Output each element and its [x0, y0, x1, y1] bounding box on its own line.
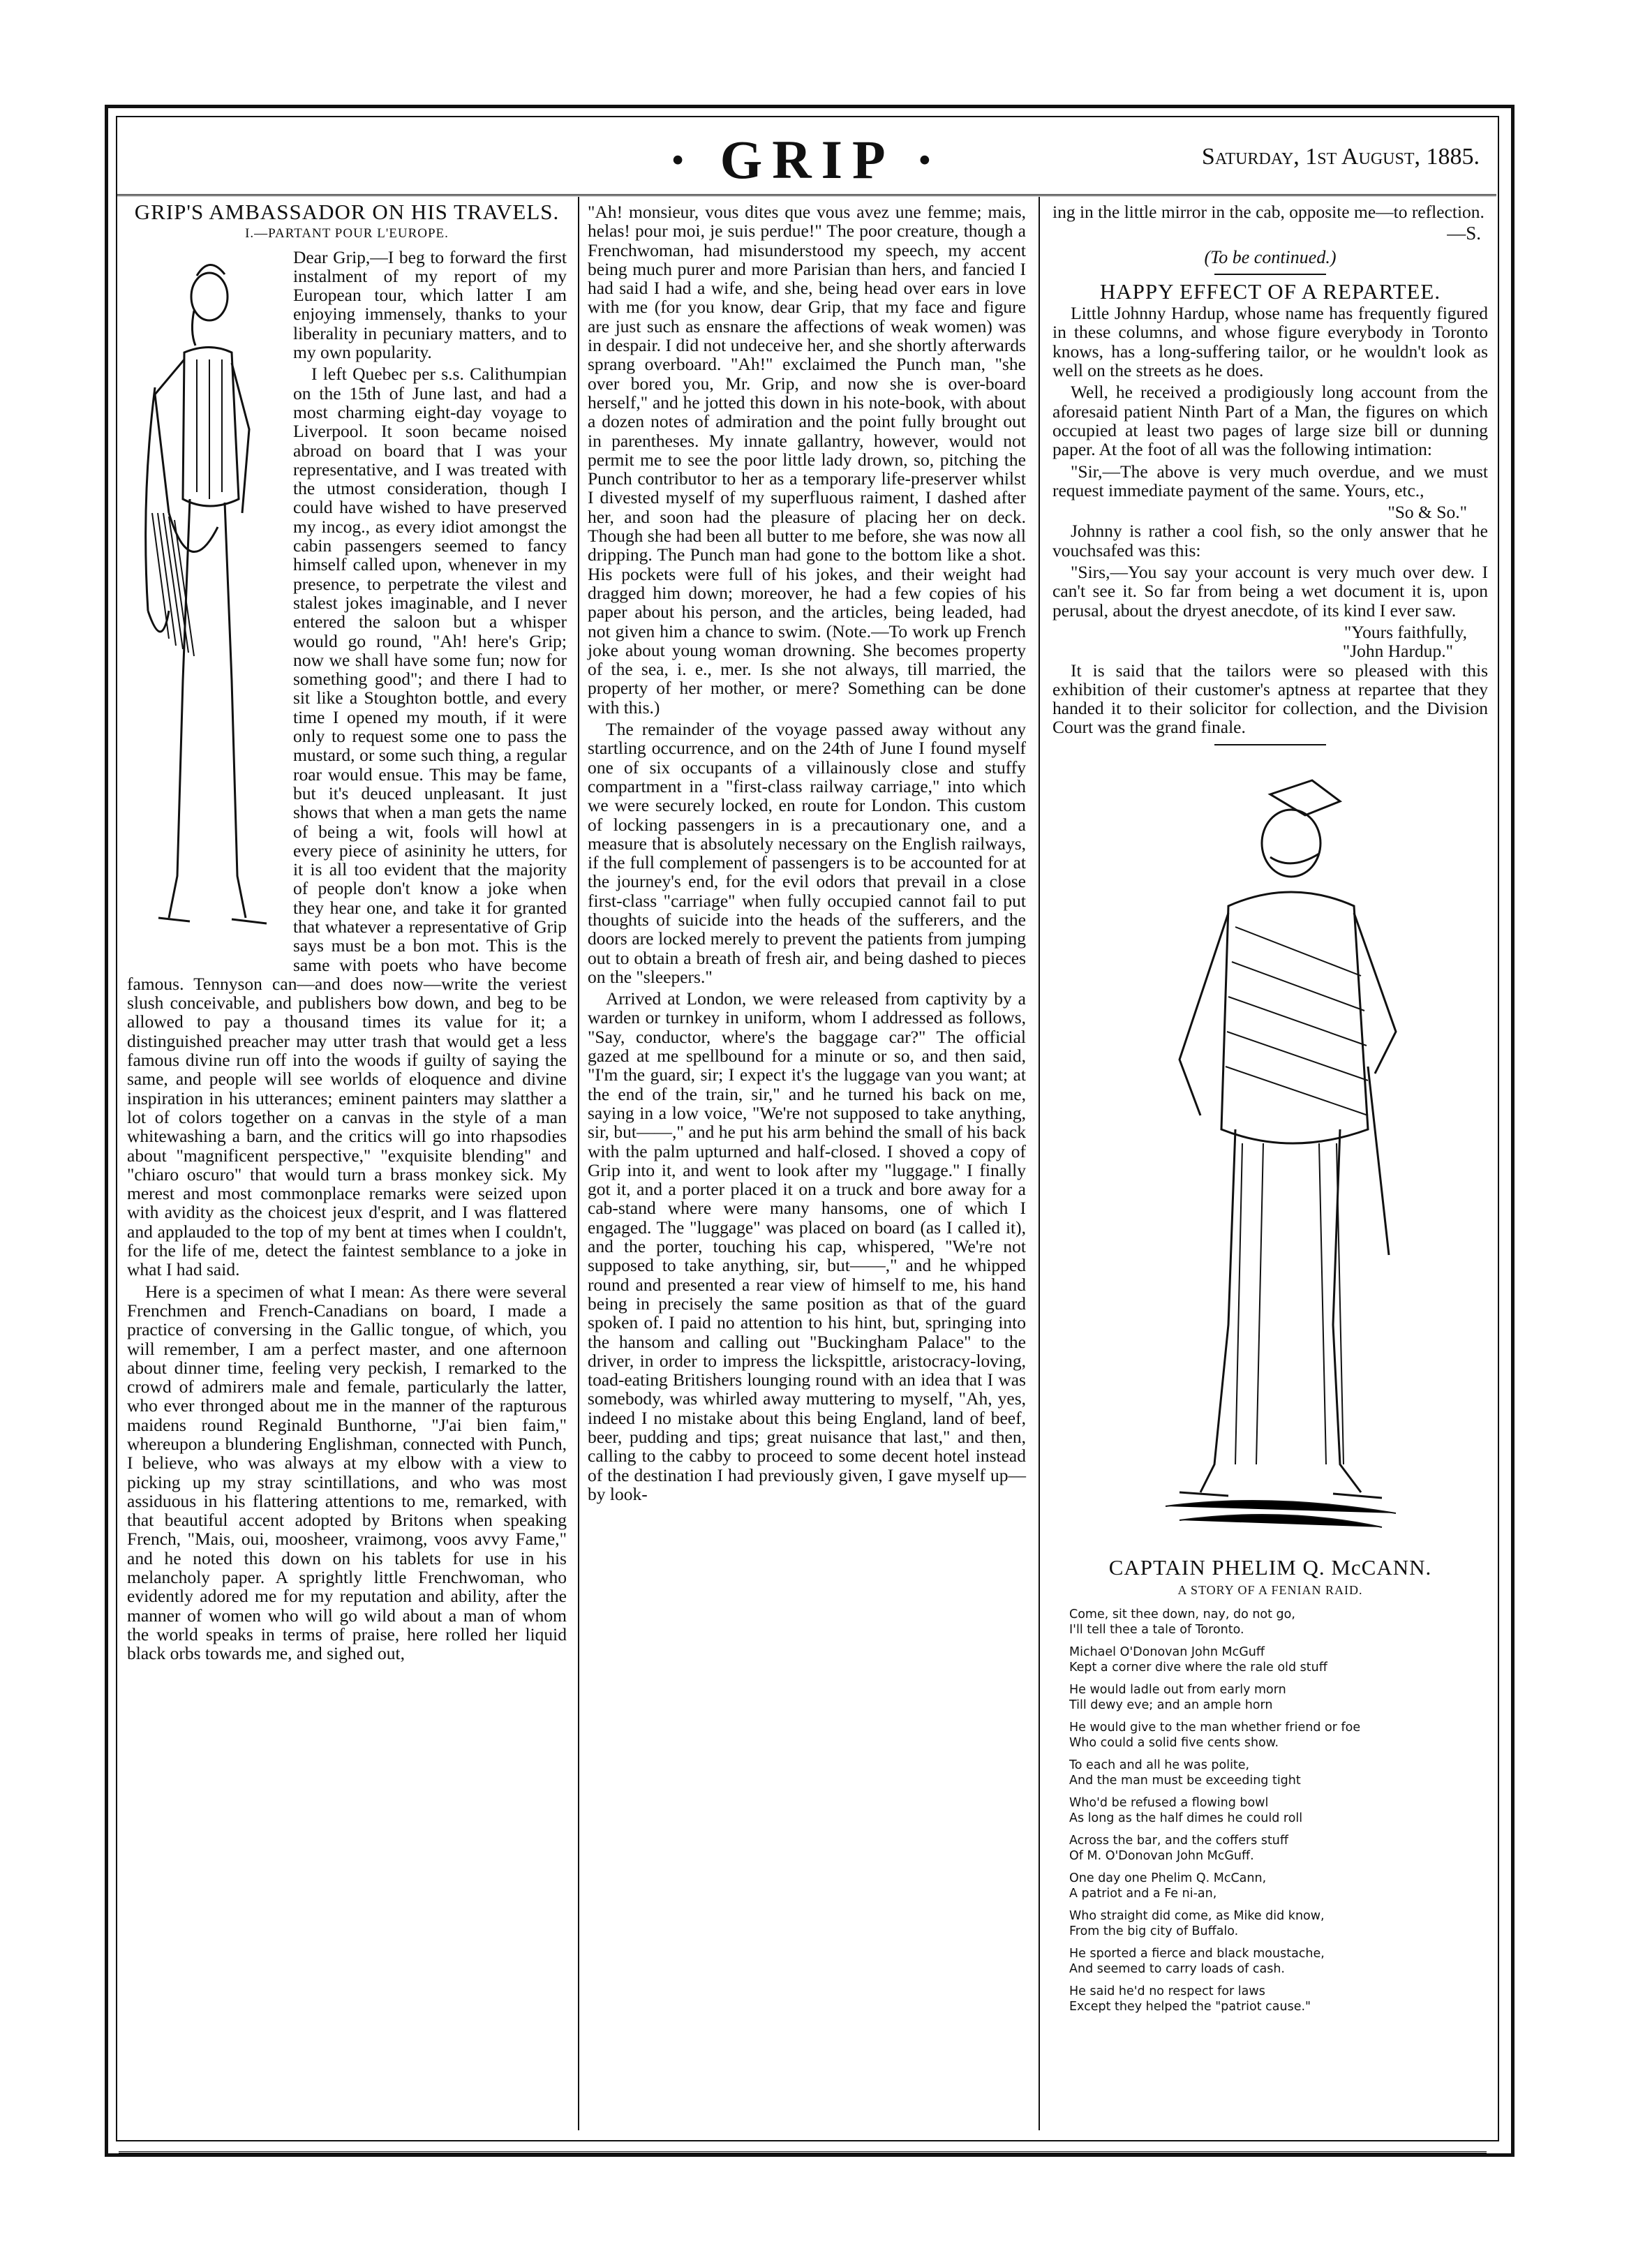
stanza — [1069, 1795, 1488, 1826]
verse-line: Michael O'Donovan John McGuff — [1069, 1645, 1265, 1660]
verse-line: He would ladle out from early morn — [1069, 1683, 1286, 1698]
stanza — [1069, 1833, 1488, 1864]
paragraph: Dear Grip,—I beg to forward the first instalment of my report of my European tour, which latter I am enjoying immensely, thanks to your liberality in pecuniary matters, and to my own popularity. — [293, 246, 567, 363]
verse-line: As long as the half dimes he could roll — [1069, 1811, 1303, 1826]
column-rule-1 — [578, 197, 579, 2130]
verse-line: I'll tell thee a tale of Toronto. — [1069, 1623, 1244, 1638]
verse-line: And the man must be exceeding tight — [1069, 1774, 1301, 1788]
signature: "Yours faithfully, — [1344, 621, 1467, 642]
masthead — [119, 123, 1494, 193]
article-title: GRIP'S AMBASSADOR ON HIS TRAVELS. — [134, 200, 560, 224]
verse-line: Who could a solid five cents show. — [1069, 1736, 1279, 1751]
paragraph: ing in the little mirror in the cab, opposite me—to reflection. — [1052, 202, 1484, 222]
verse-line: And seemed to carry loads of cash. — [1069, 1962, 1285, 1977]
verse-line: Of M. O'Donovan John McGuff. — [1069, 1849, 1254, 1864]
verse-line: Across the bar, and the coffers stuff — [1069, 1834, 1288, 1848]
stanza — [1069, 1946, 1488, 1977]
divider — [1214, 744, 1326, 745]
paragraph: "Sirs,—You say your account is very much over dew. I can't see it. So far from being a wet document it is, upon perusal, about the dryest anecdote, of its kind I ever saw. — [1052, 562, 1488, 621]
stanza — [1069, 1908, 1488, 1939]
paragraph: The remainder of the voyage passed away without any startling occurrence, and on the 24th of June I found myself one of six occupants of a villainously close and stuffy compartment in a "first-class railway carriage," into which we were securely locked, en route for London. This custom of locking passengers in is a precautionary one, and a measure that is absolutely necessary on the English railways, if the full complement of passengers is to be accounted for at the journey's end, for the evil odors that prevail in a close first-class "carriage" when fully occupied cannot fail to put thoughts of suicide into the heads of the sufferers, and the doors are locked merely to prevent the patients from jumping out to obtain a breath of fresh air, and being dashed to pieces on the "sleepers." — [588, 719, 1026, 987]
verse-line: One day one Phelim Q. McCann, — [1069, 1871, 1267, 1886]
column-rule-2 — [1039, 197, 1040, 2130]
verse-line: A patriot and a Fe ni-an, — [1069, 1887, 1217, 1901]
verse-line: Who'd be refused a flowing bowl — [1069, 1796, 1269, 1811]
captain-portrait-illustration — [1061, 766, 1480, 1548]
verse-line: Who straight did come, as Mike did know, — [1069, 1909, 1325, 1924]
paragraph: Little Johnny Hardup, whose name has frequently figured in these columns, and whose figure everybody in Toronto knows, has a long-suffering tailor, or he wouldn't look as well on the streets as he does. — [1052, 303, 1488, 381]
signature: "John Hardup." — [1342, 641, 1453, 662]
issue-date: Saturday, 1st August, 1885. — [1201, 144, 1480, 170]
poem-title: CAPTAIN PHELIM Q. McCANN. — [1108, 1554, 1432, 1580]
verse-line: He would give to the man whether friend or foe — [1069, 1721, 1361, 1735]
verse-line: Kept a corner dive where the rale old stuff — [1069, 1661, 1327, 1675]
page-bottom-rule — [119, 2151, 1487, 2153]
stanza — [1069, 1720, 1488, 1751]
stanza — [1069, 1644, 1488, 1675]
byline: —S. — [1447, 223, 1481, 244]
poem-subtitle: A STORY OF A FENIAN RAID. — [1177, 1583, 1363, 1598]
verse-line: He sported a fierce and black moustache, — [1069, 1947, 1325, 1961]
paragraph: Well, he received a prodigiously long account from the aforesaid patient Ninth Part of a Man, the figures on which occupied at least two pages of large size bill or dunning paper. At the foot of all was the following intimation: — [1052, 382, 1488, 460]
paragraph: Here is a specimen of what I mean: As there were several Frenchmen and French-Canadians on board, I made a practice of conversing in the Gallic tongue, of which, you will remember, I am a perfect master, and one afternoon about dinner time, feeling very peckish, I remarked to the crowd of admirers male and female, particularly the latter, who ever thronged about me in the manner of the rapturous maidens round Reginald Bunthorne, "J'ai bien faim," whereupon a blundering Englishman, connected with Punch, I believe, who was always at my elbow with a view to picking up my stray scintillations, and who was most assiduous in his flattering attentions to me, remarked, with that beautiful accent adopted by Britons when speaking French, "Mais, oui, moosheer, vraimong, voos avvy Fame," and he noted this down on his tablets for use in his melancholy paper. A sprightly little Frenchwoman, who evidently adored me for my reputation and ability, after the manner of women who will go wild about a man of whom the world speaks in terms of praise, here rolled her liquid black orbs towards me, and sighed out, — [127, 1281, 567, 1664]
column-2 — [588, 202, 1026, 1506]
divider — [1214, 274, 1326, 275]
masthead-title: · GRIP · — [669, 129, 944, 190]
paragraph: Johnny is rather a cool fish, so the only answer that he vouchsafed was this: — [1052, 521, 1488, 560]
standing-man-holding-fish-illustration — [127, 248, 286, 971]
stanza — [1069, 1607, 1488, 1638]
paragraph: It is said that the tailors were so pleased with this exhibition of their customer's aptness at repartee that they handed it to their solicitor for collection, and the Division Court was the grand finale. — [1052, 660, 1488, 738]
masthead-rule — [116, 194, 1496, 196]
article-title: HAPPY EFFECT OF A REPARTEE. — [1099, 279, 1441, 304]
verse-line: From the big city of Buffalo. — [1069, 1924, 1239, 1939]
signature: "So & So." — [1387, 502, 1467, 523]
verse-line: Till dewy eve; and an ample horn — [1069, 1698, 1273, 1713]
stanza — [1069, 1984, 1488, 2014]
verse-line: He said he'd no respect for laws — [1069, 1984, 1265, 1999]
paragraph: Arrived at London, we were released from captivity by a warden or turnkey in uniform, whom I addressed as follows, "Say, conductor, where's the baggage car?" The official gazed at me spellbound for a minute or so, and then said, "I'm the guard, sir; I expect it's the luggage van you want; at the end of the train, sir," and he turned his back on me, saying in a low voice, "We're not supposed to take anything, sir, but——," and he put his arm behind the small of his back with the palm upturned and half-closed. I shoved a copy of Grip into it, and went to look after my "luggage." I finally got it, and a porter placed it on a truck and bore away for a cab-stand where were many hansoms, one of which I engaged. The "luggage" was placed on board (as I called it), and the porter, touching his cap, whispered, "We're not supposed to take anything, sir, but——," and he whipped round and presented a rear view of himself to me, his hand being in precisely the same position as that of the guard spoken of. I paid no attention to his hint, but, springing into the hansom and calling out "Buckingham Palace" to the driver, in order to impress the lickspittle, aristocracy-loving, toad-eating Britishers lounging round with an idea that I was somebody, was whirled away muttering to myself, "Ah, yes, indeed I no mistake about this being England, land of beef, beer, pudding and tips; great nuisance that last," and then, calling to the cabby to proceed to some decent hotel instead of the destination I had previously given, I gave myself up—by look- — [588, 988, 1026, 1504]
continued-note: (To be continued.) — [1204, 246, 1337, 267]
article-subtitle: I.—PARTANT POUR L'EUROPE. — [245, 226, 449, 242]
verse-line: Except they helped the "patriot cause." — [1069, 2000, 1311, 2014]
paragraph: "Ah! monsieur, vous dites que vous avez une femme; mais, helas! pour moi, je suis perdue!" The poor creature, though a Frenchwoman, had misunderstood my speech, my accent being much purer and more Parisian than hers, and fancied I had said I had a wife, and she, being head over ears in love with me (for you know, dear Grip, that my face and figure are just such as ensnare the affections of weak women) was in despair. I did not undeceive her, and she shortly afterwards sprang overboard. "Ah!" exclaimed the Punch man, "she over bored you, Mr. Grip, and now she is over-board herself," and he jotted this down in his note-book, with about a dozen notes of admiration and the point fully brought out in parentheses. My innate gallantry, however, would not permit me to see the poor little lady drown, so, pitching the Punch contributor to her as a temporary life-preserver whilst I divested myself of my superfluous raiment, I dashed after her, and soon had the pleasure of placing her on deck. Though she had been all butter to me before, she was now all dripping. The Punch man had gone to the bottom like a shot. His pockets were full of his jokes, and their weight had dragged him down; moreover, he had a few copies of his paper about his person, and the articles, being leaded, had not given him a chance to swim. (Note.—To work up French joke about young woman drowning. She becomes property of the sea, i. e., mer. Is she not always, till married, the property of her mother, or mere? Something can be done with this.) — [588, 202, 1026, 718]
column-1 — [127, 202, 567, 1666]
stanza — [1069, 1682, 1488, 1713]
verse-line: Come, sit thee down, nay, do not go, — [1069, 1607, 1295, 1622]
column-3 — [1052, 202, 1488, 2021]
paragraph: "Sir,—The above is very much overdue, and we must request immediate payment of the same. Yours, etc., — [1052, 461, 1488, 500]
stanza — [1069, 1758, 1488, 1788]
stanza — [1069, 1871, 1488, 1901]
paragraph: I left Quebec per s.s. Calithumpian on the 15th of June last, and had a most charming eight-day voyage to Liverpool. It soon became noised abroad on board that I was your representative, and I was treated with the utmost consideration, though I could have wished to have preserved my incog., as every idiot amongst the cabin passengers seemed to fancy himself called upon, whenever in my presence, to perpetrate the vilest and stalest jokes imaginable, and I never entered the saloon but a whisper would go round, "Ah! here's Grip; now we shall have some fun; now for something good"; and there I had to sit like a Stoughton bottle, and every time I opened my mouth, if it were only to request some one to pass the mustard, or some such thing, a regular roar would ensue. This may be fame, but it's deuced unpleasant. It just shows that when a man gets the name of being a wit, fools will howl at every piece of asininity he utters, for it is all too evident that the majority of people don't know a joke when they hear one, and take it for granted that whatever a representative of Grip says must be a bon mot. This is the same with poets who have become famous. Tennyson can—and does now—write the veriest slush conceivable, and publishers bow down, and beg to be allowed to pay a thousand times its value for it; a distinguished preacher may utter trash that would get a less famous divine run off into the woods if guilty of saying the same, and people will see worlds of eloquence and divine inspiration in his utterances; eminent painters may slatther a lot of colors together on a canvas in the style of a man whitewashing a barn, and the critics will go into rhapsodies about "magnificent perspective," "exquisite blending" and "chiaro oscuro" that would turn a brass monkey sick. My merest and most commonplace remarks were seized upon with avidity as the choicest jeux d'esprit, and I was flattered and applauded to the top of my bent at times when I couldn't, for the life of me, detect the faintest semblance to a joke in what I had said. — [127, 364, 567, 1280]
verse-line: To each and all he was polite, — [1069, 1758, 1250, 1773]
